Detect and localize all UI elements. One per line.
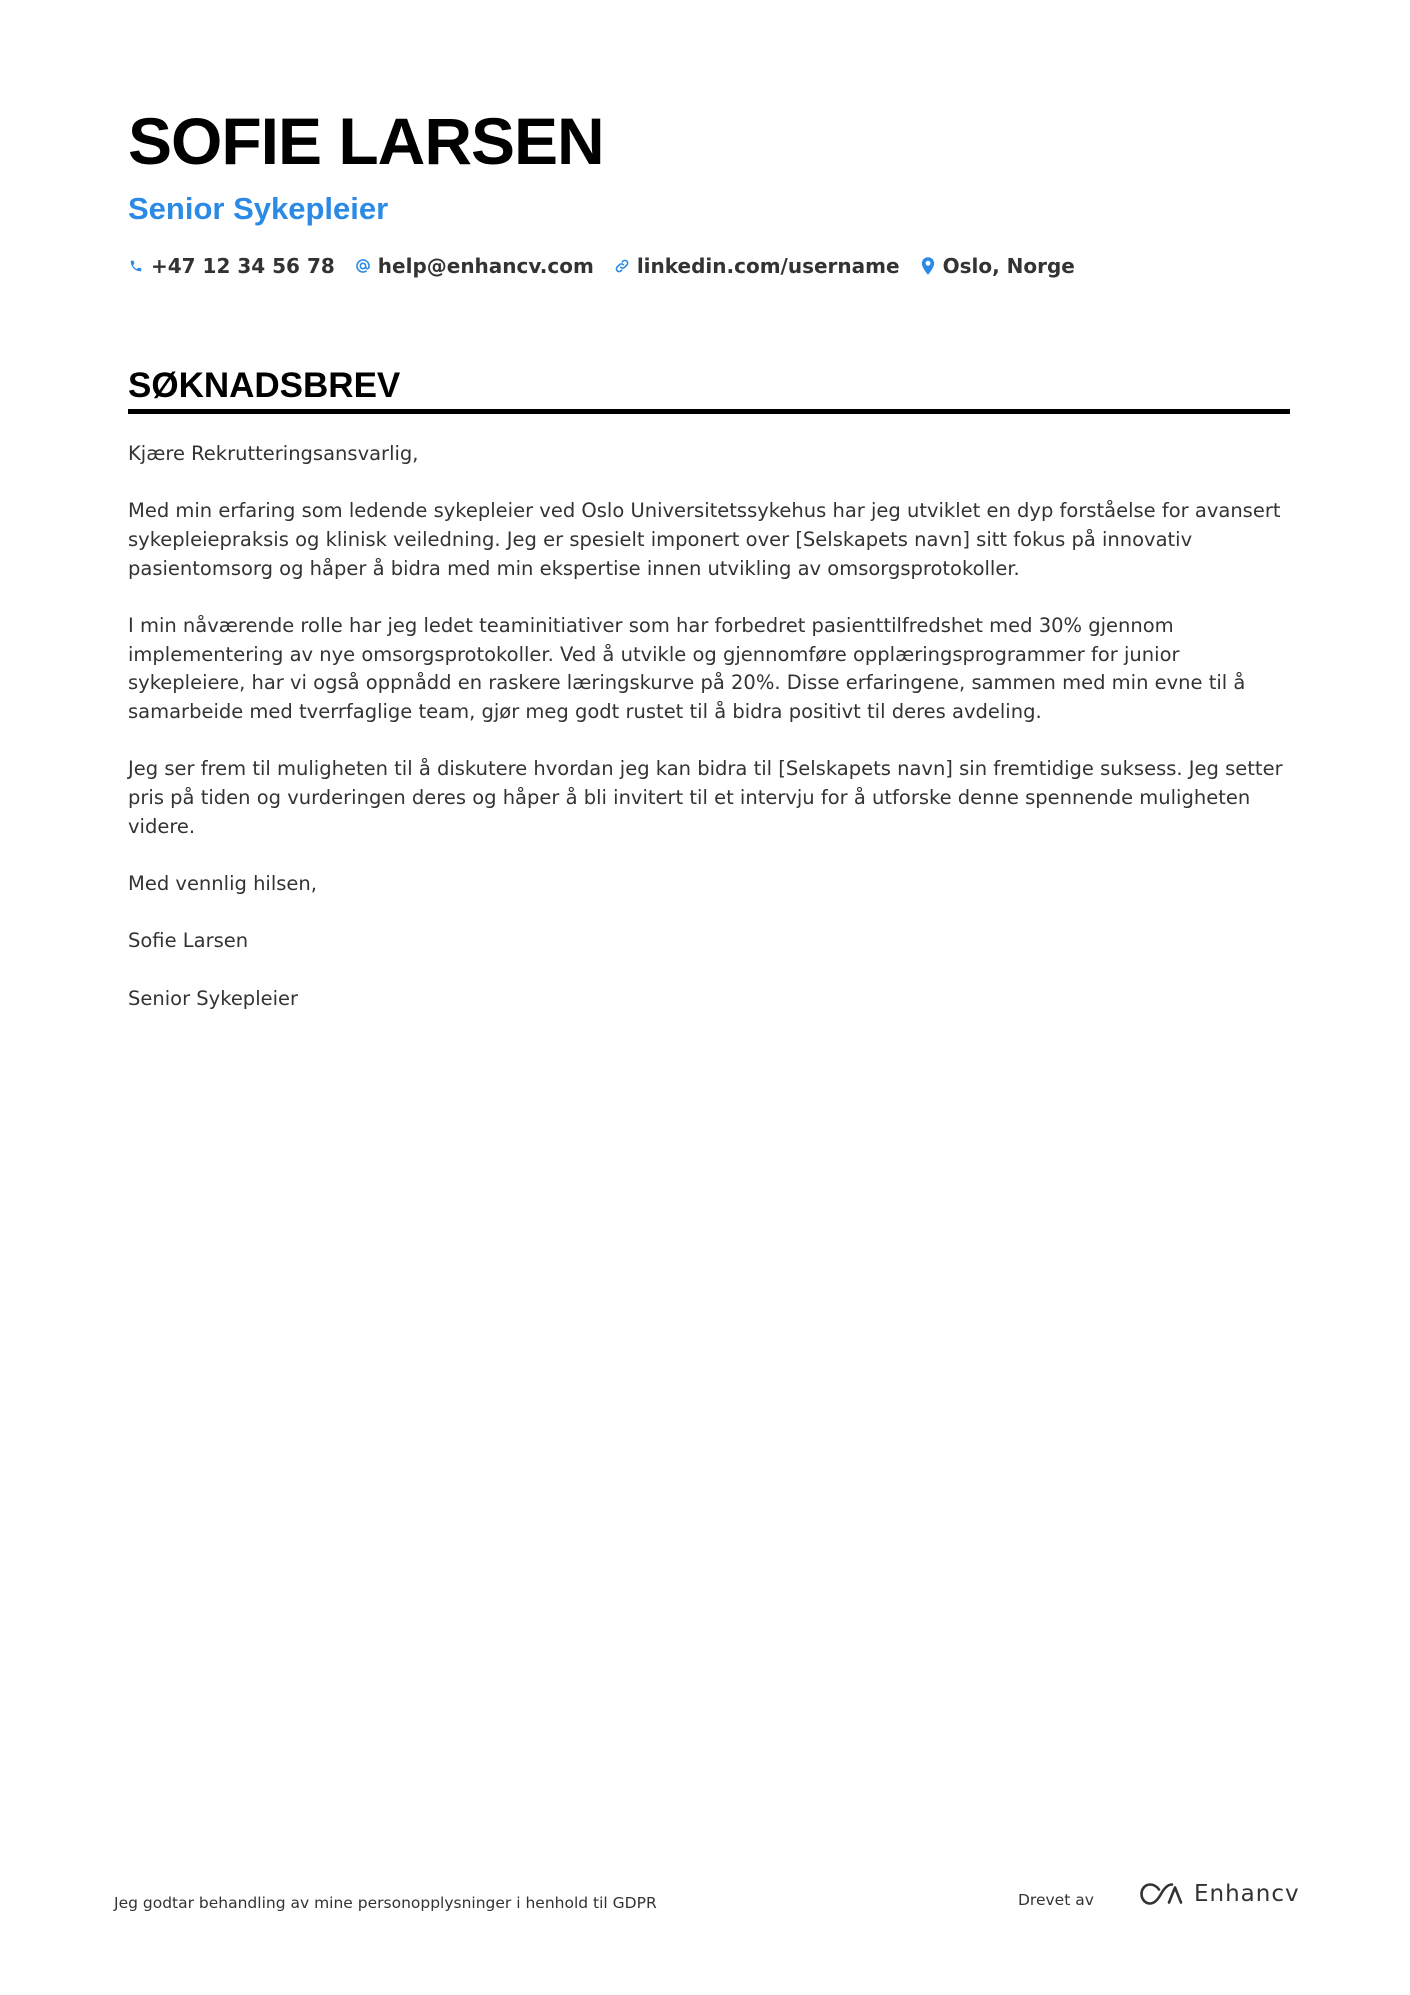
letter-paragraph: Med min erfaring som ledende sykepleier ved Oslo Universitetssykehus har jeg utviklet en dyp forståelse for avansert sykepleiepraksis og klinisk veiledning. Jeg er spesielt imponert over [Selskapets navn] sitt fokus på innovativ pasientomsorg og håper å bidra med min ekspertise innen utvikling av omsorgsprotokoller. xyxy=(128,499,1281,580)
letter-paragraph: I min nåværende rolle har jeg ledet teaminitiativer som har forbedret pasienttilfredshet med 30% gjennom implementering av nye omsorgsprotokoller. Ved å utvikle og gjennomføre opplæringsprogrammer for junior sykepleiere, har vi også oppnådd en raskere læringskurve på 20%. Disse erfaringene, sammen med min evne til å samarbeide med tverrfaglige team, gjør meg godt rustet til å bidra positivt til deres avdeling. xyxy=(128,614,1246,724)
applicant-job-title: Senior Sykepleier xyxy=(128,191,389,226)
link-icon xyxy=(614,257,630,275)
contact-bar xyxy=(128,254,1095,278)
applicant-name: SOFIE LARSEN xyxy=(128,104,604,178)
signature-name: Sofie Larsen xyxy=(128,929,249,953)
letter-paragraph: Jeg ser frem til muligheten til å diskutere hvordan jeg kan bidra til [Selskapets navn] sin fremtidige suksess. Jeg setter pris på tiden og vurderingen deres og håper å bli invitert til et intervju for å utforske denne spennende muligheten videre. xyxy=(128,757,1283,838)
letter-closing: Med vennlig hilsen, xyxy=(128,872,317,896)
letter-body xyxy=(128,440,1298,1042)
contact-phone xyxy=(128,254,335,278)
map-pin-icon xyxy=(920,257,936,275)
contact-location xyxy=(920,254,1075,278)
brand-link[interactable] xyxy=(1138,1880,1300,1908)
location-text: Oslo, Norge xyxy=(942,254,1075,278)
phone-text: +47 12 34 56 78 xyxy=(151,254,335,278)
signature-title: Senior Sykepleier xyxy=(128,986,299,1010)
letter-greeting: Kjære Rekrutteringsansvarlig, xyxy=(128,442,419,465)
email-text[interactable]: help@enhancv.com xyxy=(377,254,594,278)
linkedin-text[interactable]: linkedin.com/username xyxy=(636,254,900,278)
contact-linkedin[interactable] xyxy=(614,254,900,278)
section-divider xyxy=(128,409,1290,414)
phone-icon xyxy=(128,257,144,275)
contact-email[interactable] xyxy=(355,254,594,278)
enhancv-logo-icon xyxy=(1138,1880,1184,1908)
brand-name[interactable]: Enhancv xyxy=(1194,1881,1300,1907)
powered-by-label: Drevet av xyxy=(1018,1891,1094,1909)
gdpr-consent: Jeg godtar behandling av mine personopplysninger i henhold til GDPR xyxy=(114,1894,657,1912)
at-icon xyxy=(355,257,371,275)
section-title: SØKNADSBREV xyxy=(128,366,401,405)
